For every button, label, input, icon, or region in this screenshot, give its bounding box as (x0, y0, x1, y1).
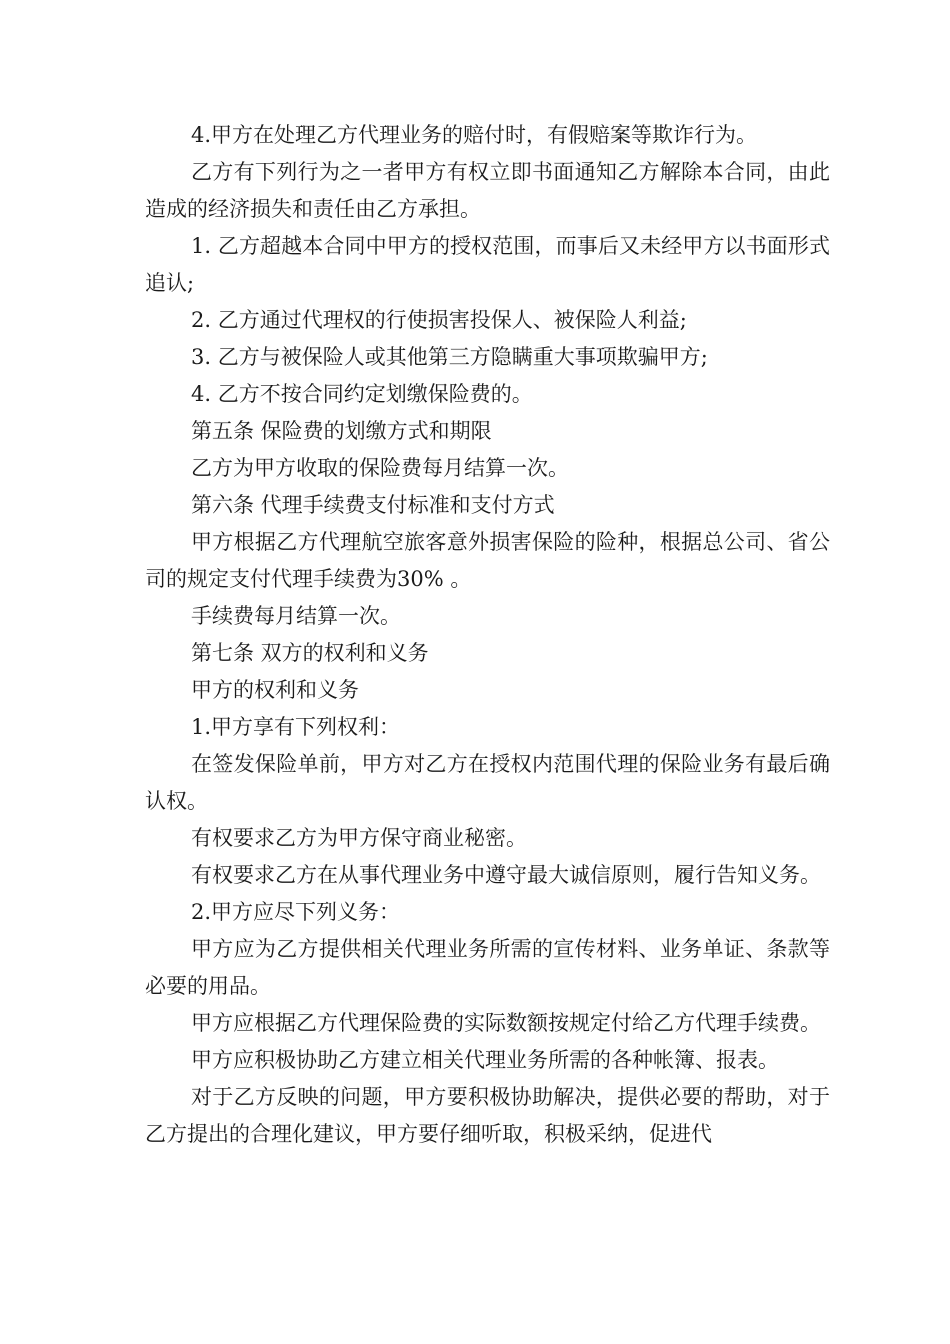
section-heading: 第七条 双方的权利和义务 (191, 641, 429, 665)
paragraph: 甲方应根据乙方代理保险费的实际数额按规定付给乙方代理手续费。 (191, 1011, 821, 1035)
paragraph: 甲方应积极协助乙方建立相关代理业务所需的各种帐簿、报表。 (191, 1048, 779, 1072)
paragraph: 甲方应为乙方提供相关代理业务所需的宣传材料、业务单证、条款等必要的用品。 (145, 937, 830, 998)
document-body (145, 117, 830, 1153)
paragraph: 乙方有下列行为之一者甲方有权立即书面通知乙方解除本合同，由此造成的经济损失和责任由乙方承担。 (145, 160, 830, 221)
paragraph: 1. 乙方超越本合同中甲方的授权范围，而事后又未经甲方以书面形式追认; (145, 234, 830, 295)
paragraph: 甲方根据乙方代理航空旅客意外损害保险的险种，根据总公司、省公司的规定支付代理手续费为30% 。 (145, 530, 830, 591)
paragraph: 4. 乙方不按合同约定划缴保险费的。 (191, 382, 533, 406)
paragraph: 有权要求乙方为甲方保守商业秘密。 (191, 826, 527, 850)
section-heading: 第五条 保险费的划缴方式和期限 (191, 419, 492, 443)
paragraph: 有权要求乙方在从事代理业务中遵守最大诚信原则，履行告知义务。 (191, 863, 821, 887)
paragraph: 2.甲方应尽下列义务： (191, 900, 401, 924)
subsection-heading: 甲方的权利和义务 (191, 678, 359, 702)
paragraph: 1.甲方享有下列权利： (191, 715, 401, 739)
section-heading: 第六条 代理手续费支付标准和支付方式 (191, 493, 555, 517)
paragraph: 2. 乙方通过代理权的行使损害投保人、被保险人利益; (191, 308, 687, 332)
paragraph: 4.甲方在处理乙方代理业务的赔付时，有假赔案等欺诈行为。 (191, 123, 758, 147)
paragraph: 3. 乙方与被保险人或其他第三方隐瞒重大事项欺骗甲方; (191, 345, 708, 369)
paragraph: 在签发保险单前，甲方对乙方在授权内范围代理的保险业务有最后确认权。 (145, 752, 830, 813)
paragraph: 对于乙方反映的问题，甲方要积极协助解决，提供必要的帮助，对于乙方提出的合理化建议，甲方要仔细听取，积极采纳，促进代 (145, 1085, 830, 1146)
paragraph: 手续费每月结算一次。 (191, 604, 401, 628)
paragraph: 乙方为甲方收取的保险费每月结算一次。 (191, 456, 569, 480)
